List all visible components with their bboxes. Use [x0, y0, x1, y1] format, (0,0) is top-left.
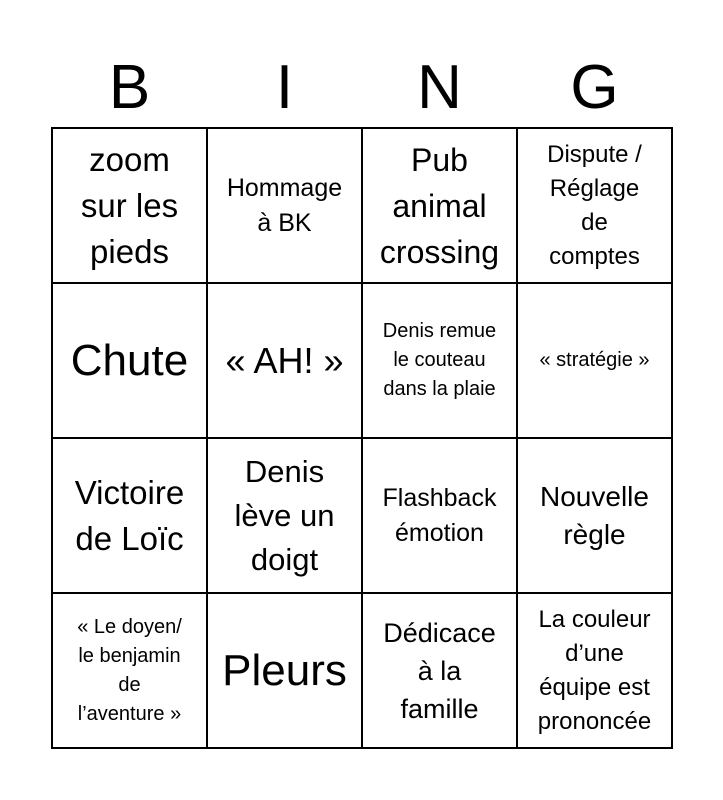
bingo-board — [51, 127, 673, 749]
bingo-cell-r4c1[interactable] — [53, 594, 208, 749]
bingo-cell-r1c3[interactable] — [363, 129, 518, 284]
bingo-cell-r2c1[interactable] — [53, 284, 208, 439]
header-letter-b: B — [108, 53, 151, 122]
bingo-cell-r1c4[interactable] — [518, 129, 673, 284]
bingo-cell-r1c1[interactable] — [53, 129, 208, 284]
cell-text: « stratégie » — [539, 349, 650, 371]
cell-text: Chute — [70, 335, 189, 385]
bingo-cell-r3c1[interactable] — [53, 439, 208, 594]
cell-text: Nouvelle règle — [540, 480, 649, 550]
cell-text: Pleurs — [222, 645, 347, 695]
cell-text: La couleur d’une équipe est prononcée — [537, 605, 652, 735]
header-letter-g: G — [570, 53, 619, 122]
bingo-cell-r4c2[interactable] — [208, 594, 363, 749]
cell-text: Hommage à BK — [226, 173, 343, 237]
header-letter-i: I — [275, 53, 294, 122]
bingo-cell-r1c2[interactable] — [208, 129, 363, 284]
cell-text: zoom sur les pieds — [80, 140, 179, 270]
bingo-cell-r3c2[interactable] — [208, 439, 363, 594]
cell-text: Pub animal crossing — [379, 141, 500, 270]
cell-text: Victoire de Loïc — [74, 473, 185, 557]
cell-text: « Le doyen/ le benjamin de l’aventure » — [77, 615, 182, 725]
bingo-cell-r3c3[interactable] — [363, 439, 518, 594]
bingo-cell-r2c4[interactable] — [518, 284, 673, 439]
cell-text: Denis lève un doigt — [234, 453, 335, 577]
cell-text: Dédicace à la famille — [383, 617, 496, 724]
cell-text: Dispute / Réglage de comptes — [547, 140, 642, 270]
header-letter-n: N — [417, 53, 462, 122]
bingo-cell-r2c3[interactable] — [363, 284, 518, 439]
cell-text: Flashback émotion — [382, 483, 497, 547]
cell-text: « AH! » — [225, 339, 344, 381]
bingo-cell-r4c3[interactable] — [363, 594, 518, 749]
bingo-cell-r4c4[interactable] — [518, 594, 673, 749]
bingo-cell-r2c2[interactable] — [208, 284, 363, 439]
bingo-cell-r3c4[interactable] — [518, 439, 673, 594]
cell-text: Denis remue le couteau dans la plaie — [382, 320, 497, 400]
bingo-header — [52, 52, 672, 124]
